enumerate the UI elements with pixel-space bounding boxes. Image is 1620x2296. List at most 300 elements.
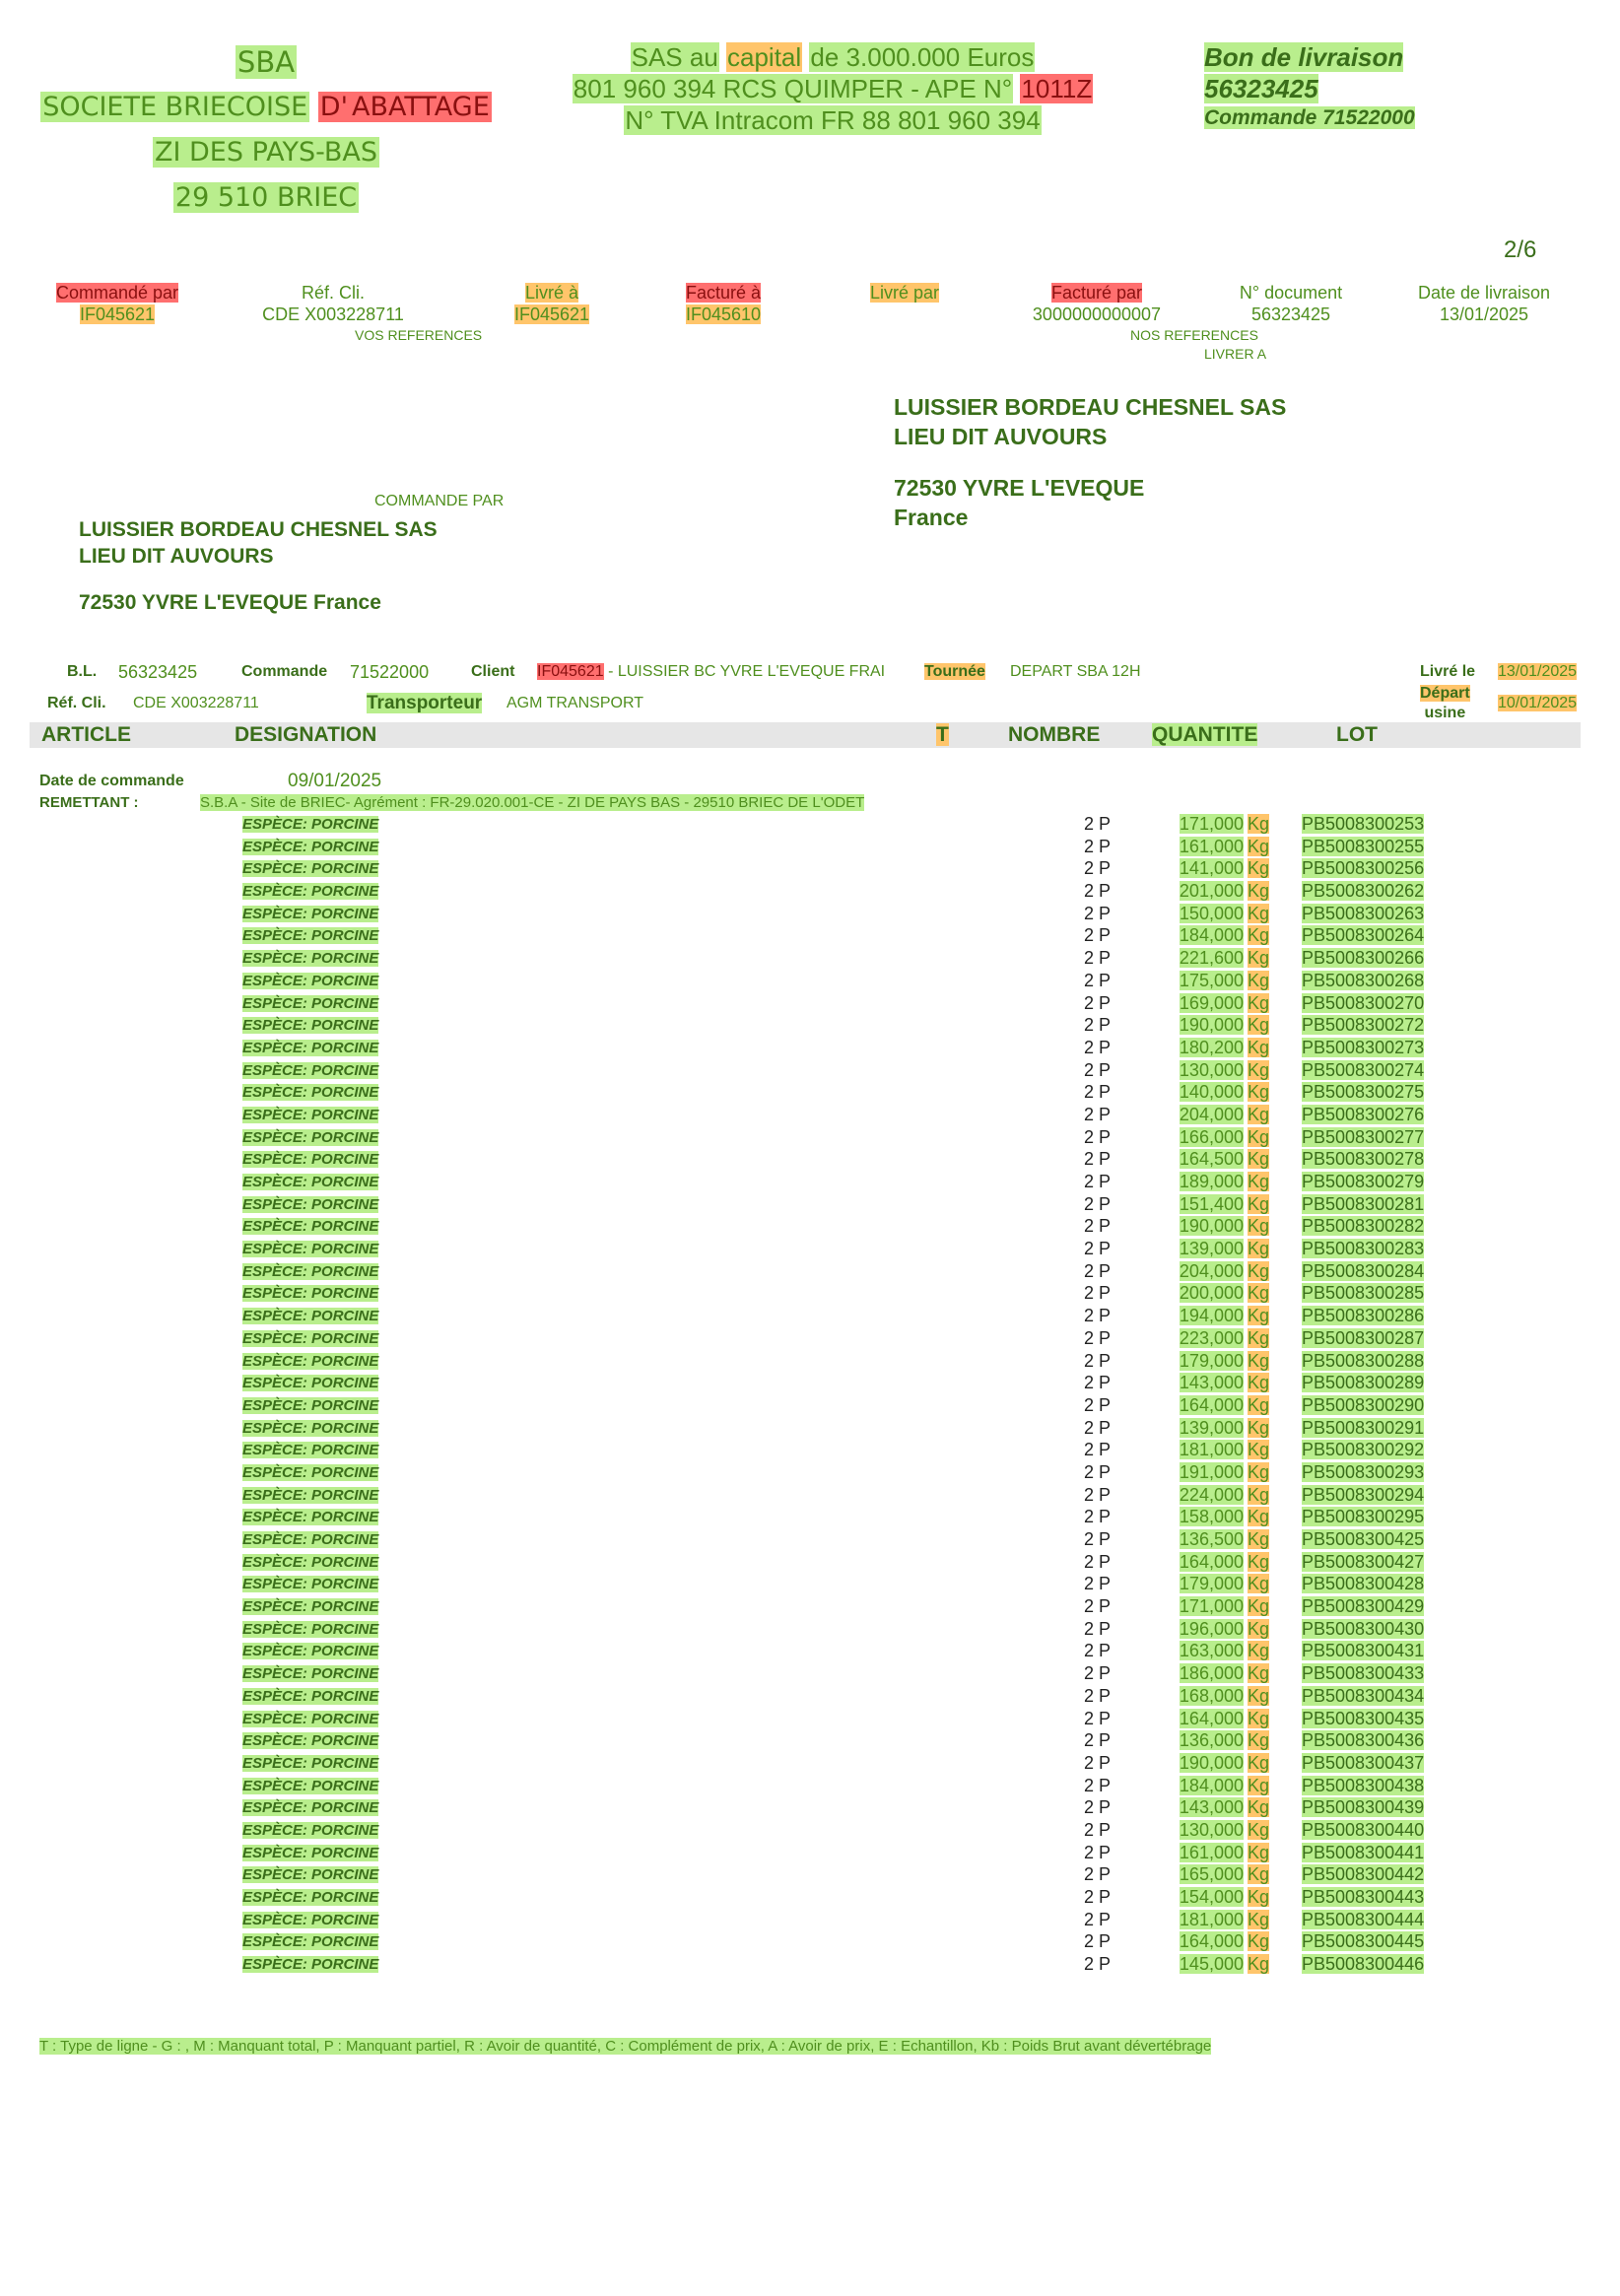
line-unit: Kg	[1248, 1059, 1270, 1080]
line-quantite: 204,000	[1179, 1104, 1244, 1124]
line-designation: ESPÈCE: PORCINE	[242, 1308, 379, 1325]
line-designation: ESPÈCE: PORCINE	[242, 1442, 379, 1459]
line-nombre: 2 P	[1084, 1172, 1112, 1191]
line-designation: ESPÈCE: PORCINE	[242, 1821, 379, 1839]
line-nombre: 2 P	[1084, 1596, 1112, 1617]
line-unit: Kg	[1248, 1574, 1270, 1594]
line-designation: ESPÈCE: PORCINE	[242, 1553, 379, 1571]
summary-bl-value: 56323425	[118, 662, 198, 682]
line-unit: Kg	[1248, 1260, 1270, 1281]
ref-col-date-livraison	[1395, 282, 1573, 325]
vos-references-label: VOS REFERENCES	[355, 327, 483, 343]
table-row	[0, 1820, 1620, 1843]
line-quantite: 181,000	[1179, 1440, 1244, 1460]
line-designation: ESPÈCE: PORCINE	[242, 1754, 379, 1772]
line-designation: ESPÈCE: PORCINE	[242, 1598, 379, 1616]
line-designation: ESPÈCE: PORCINE	[242, 1620, 379, 1638]
line-nombre: 2 P	[1084, 1797, 1112, 1818]
line-quantite: 158,000	[1179, 1507, 1244, 1527]
line-quantite: 164,000	[1179, 1708, 1244, 1728]
ref-col-ref-cli	[235, 282, 432, 325]
summary-tournee: Tournée	[924, 663, 985, 680]
line-unit: Kg	[1248, 1394, 1270, 1415]
line-unit: Kg	[1248, 1596, 1270, 1617]
line-designation: ESPÈCE: PORCINE	[242, 1576, 379, 1593]
order-by-address	[79, 516, 438, 616]
line-unit: Kg	[1248, 1663, 1270, 1684]
line-designation: ESPÈCE: PORCINE	[242, 994, 379, 1012]
line-quantite: 136,500	[1179, 1529, 1244, 1549]
line-nombre: 2 P	[1084, 1775, 1112, 1795]
ref-label: Facturé par	[1050, 283, 1143, 303]
ref-value: 56323425	[1250, 304, 1331, 324]
line-nombre: 2 P	[1084, 1239, 1112, 1259]
line-lot: PB5008300273	[1302, 1037, 1425, 1057]
line-nombre: 2 P	[1084, 1931, 1112, 1952]
line-designation: ESPÈCE: PORCINE	[242, 972, 379, 989]
line-lot: PB5008300276	[1302, 1104, 1425, 1124]
line-quantite: 190,000	[1179, 1216, 1244, 1237]
line-unit: Kg	[1248, 1618, 1270, 1639]
table-row	[0, 1194, 1620, 1217]
table-row	[0, 1686, 1620, 1709]
line-unit: Kg	[1248, 903, 1270, 923]
table-row	[0, 1619, 1620, 1642]
table-row	[0, 948, 1620, 971]
line-unit: Kg	[1248, 1954, 1270, 1975]
line-quantite: 221,600	[1179, 948, 1244, 969]
line-nombre: 2 P	[1084, 1663, 1112, 1684]
line-designation: ESPÈCE: PORCINE	[242, 905, 379, 922]
line-unit: Kg	[1248, 1350, 1270, 1371]
line-designation: ESPÈCE: PORCINE	[242, 1285, 379, 1303]
table-row	[0, 1418, 1620, 1441]
line-unit: Kg	[1248, 925, 1270, 946]
table-row	[0, 1507, 1620, 1529]
table-row	[0, 1864, 1620, 1887]
table-row	[0, 1082, 1620, 1105]
line-designation: ESPÈCE: PORCINE	[242, 1732, 379, 1750]
line-designation: ESPÈCE: PORCINE	[242, 1151, 379, 1169]
table-row	[0, 1216, 1620, 1239]
summary-commande-value: 71522000	[350, 662, 430, 682]
line-lot: PB5008300278	[1302, 1149, 1425, 1170]
table-row	[0, 1060, 1620, 1083]
line-nombre: 2 P	[1084, 1394, 1112, 1415]
line-lot: PB5008300291	[1302, 1417, 1425, 1438]
line-lot: PB5008300429	[1302, 1596, 1425, 1617]
line-quantite: 143,000	[1179, 1373, 1244, 1393]
line-nombre: 2 P	[1084, 1842, 1112, 1862]
line-designation: ESPÈCE: PORCINE	[242, 1777, 379, 1794]
line-lot: PB5008300255	[1302, 836, 1425, 856]
line-lot: PB5008300444	[1302, 1909, 1425, 1929]
table-row	[0, 1887, 1620, 1910]
line-lot: PB5008300293	[1302, 1461, 1425, 1482]
document-title-block	[1204, 41, 1415, 132]
line-lot: PB5008300262	[1302, 881, 1425, 902]
line-quantite: 179,000	[1179, 1350, 1244, 1371]
line-designation: ESPÈCE: PORCINE	[242, 1218, 379, 1236]
ref-label: Réf. Cli.	[301, 283, 365, 303]
line-nombre: 2 P	[1084, 1417, 1112, 1438]
line-unit: Kg	[1248, 1685, 1270, 1706]
line-designation: ESPÈCE: PORCINE	[242, 1262, 379, 1280]
line-lot: PB5008300253	[1302, 814, 1425, 834]
legal-line1-a: SAS au	[631, 42, 718, 72]
table-row	[0, 1954, 1620, 1977]
line-nombre: 2 P	[1084, 1350, 1112, 1371]
line-lot: PB5008300270	[1302, 992, 1425, 1013]
line-quantite: 181,000	[1179, 1909, 1244, 1929]
ref-value: CDE X003228711	[262, 304, 404, 324]
line-quantite: 163,000	[1179, 1641, 1244, 1661]
line-quantite: 139,000	[1179, 1239, 1244, 1259]
line-quantite: 145,000	[1179, 1954, 1244, 1975]
table-row	[0, 1843, 1620, 1865]
line-lot: PB5008300434	[1302, 1685, 1425, 1706]
table-row	[0, 1910, 1620, 1932]
summary-livre-le: Livré le	[1420, 663, 1476, 680]
ref-label: Commandé par	[55, 283, 179, 303]
line-unit: Kg	[1248, 1126, 1270, 1147]
line-quantite: 184,000	[1179, 1775, 1244, 1795]
line-lot: PB5008300438	[1302, 1775, 1425, 1795]
line-nombre: 2 P	[1084, 1618, 1112, 1639]
line-nombre: 2 P	[1084, 1373, 1112, 1393]
company-address2: 29 510 BRIEC	[174, 182, 358, 213]
line-nombre: 2 P	[1084, 814, 1112, 834]
line-quantite: 166,000	[1179, 1126, 1244, 1147]
line-unit: Kg	[1248, 1887, 1270, 1907]
ref-col-facture-par	[1013, 282, 1181, 325]
line-unit: Kg	[1248, 948, 1270, 969]
line-quantite: 150,000	[1179, 903, 1244, 923]
ref-value: IF045621	[513, 304, 590, 324]
line-lot: PB5008300428	[1302, 1574, 1425, 1594]
line-unit: Kg	[1248, 1216, 1270, 1237]
line-lot: PB5008300435	[1302, 1708, 1425, 1728]
line-lot: PB5008300266	[1302, 948, 1425, 969]
table-row	[0, 904, 1620, 926]
line-nombre: 2 P	[1084, 881, 1112, 902]
line-nombre: 2 P	[1084, 836, 1112, 856]
legal-info	[547, 41, 1118, 136]
line-designation: ESPÈCE: PORCINE	[242, 1665, 379, 1683]
col-article: ARTICLE	[41, 723, 131, 746]
line-nombre: 2 P	[1084, 858, 1112, 879]
col-nombre: NOMBRE	[1008, 723, 1101, 746]
line-lot: PB5008300446	[1302, 1954, 1425, 1975]
line-quantite: 169,000	[1179, 992, 1244, 1013]
line-designation: ESPÈCE: PORCINE	[242, 1933, 379, 1951]
line-designation: ESPÈCE: PORCINE	[242, 1174, 379, 1190]
line-designation: ESPÈCE: PORCINE	[242, 1061, 379, 1079]
table-row	[0, 1641, 1620, 1663]
line-unit: Kg	[1248, 858, 1270, 879]
summary-depart-value: 10/01/2025	[1498, 695, 1578, 711]
legal-line2-a: 801 960 394 RCS QUIMPER - APE N°	[573, 74, 1013, 103]
line-unit: Kg	[1248, 1440, 1270, 1460]
document-order-line: Commande 71522000	[1204, 106, 1415, 129]
legal-line2-b: 1011Z	[1021, 74, 1093, 103]
table-row	[0, 814, 1620, 837]
summary-depart: Départ usine	[1420, 685, 1470, 721]
line-lot: PB5008300268	[1302, 970, 1425, 990]
line-lot: PB5008300274	[1302, 1059, 1425, 1080]
ref-col-n-document	[1212, 282, 1370, 325]
line-quantite: 154,000	[1179, 1887, 1244, 1907]
table-row	[0, 1529, 1620, 1552]
line-lot: PB5008300290	[1302, 1394, 1425, 1415]
line-nombre: 2 P	[1084, 1193, 1112, 1214]
line-lot: PB5008300440	[1302, 1819, 1425, 1840]
company-block	[30, 39, 503, 221]
table-row	[0, 1283, 1620, 1306]
line-quantite: 164,000	[1179, 1551, 1244, 1572]
line-unit: Kg	[1248, 1082, 1270, 1103]
line-quantite: 161,000	[1179, 836, 1244, 856]
line-nombre: 2 P	[1084, 1306, 1112, 1326]
line-unit: Kg	[1248, 1239, 1270, 1259]
line-quantite: 204,000	[1179, 1260, 1244, 1281]
line-lot: PB5008300282	[1302, 1216, 1425, 1237]
line-designation: ESPÈCE: PORCINE	[242, 1396, 379, 1414]
line-quantite: 164,000	[1179, 1931, 1244, 1952]
summary-transporteur-value: AGM TRANSPORT	[506, 695, 643, 711]
ref-value: IF045621	[79, 304, 156, 324]
line-nombre: 2 P	[1084, 948, 1112, 969]
line-nombre: 2 P	[1084, 1283, 1112, 1304]
line-designation: ESPÈCE: PORCINE	[242, 1329, 379, 1347]
ship-to-line2: LIEU DIT AUVOURS	[894, 424, 1108, 449]
line-nombre: 2 P	[1084, 1909, 1112, 1929]
line-nombre: 2 P	[1084, 1037, 1112, 1057]
table-row	[0, 1663, 1620, 1686]
line-unit: Kg	[1248, 1864, 1270, 1885]
line-lot: PB5008300285	[1302, 1283, 1425, 1304]
line-quantite: 201,000	[1179, 881, 1244, 902]
nos-references-label: NOS REFERENCES	[1130, 327, 1258, 343]
ref-label: Date de livraison	[1417, 283, 1551, 303]
line-lot: PB5008300425	[1302, 1529, 1425, 1549]
table-row	[0, 1328, 1620, 1351]
line-unit: Kg	[1248, 814, 1270, 834]
ref-label: Facturé à	[685, 283, 762, 303]
line-nombre: 2 P	[1084, 1149, 1112, 1170]
document-title: Bon de livraison	[1204, 42, 1404, 72]
line-designation: ESPÈCE: PORCINE	[242, 1531, 379, 1548]
table-row	[0, 881, 1620, 904]
line-lot: PB5008300264	[1302, 925, 1425, 946]
order-by-line2: LIEU DIT AUVOURS	[79, 545, 274, 568]
line-lot: PB5008300443	[1302, 1887, 1425, 1907]
line-designation: ESPÈCE: PORCINE	[242, 1195, 379, 1213]
line-quantite: 190,000	[1179, 1015, 1244, 1036]
line-lot: PB5008300441	[1302, 1842, 1425, 1862]
line-unit: Kg	[1248, 1819, 1270, 1840]
line-lot: PB5008300445	[1302, 1931, 1425, 1952]
line-quantite: 165,000	[1179, 1864, 1244, 1885]
line-nombre: 2 P	[1084, 1082, 1112, 1103]
line-nombre: 2 P	[1084, 1440, 1112, 1460]
table-row	[0, 1709, 1620, 1731]
line-quantite: 168,000	[1179, 1685, 1244, 1706]
line-designation: ESPÈCE: PORCINE	[242, 1889, 379, 1906]
table-row	[0, 1931, 1620, 1954]
order-by-line1: LUISSIER BORDEAU CHESNEL SAS	[79, 518, 438, 541]
line-nombre: 2 P	[1084, 903, 1112, 923]
ref-label: N° document	[1239, 283, 1343, 303]
order-by-label: COMMANDE PAR	[374, 493, 505, 509]
line-unit: Kg	[1248, 1149, 1270, 1170]
col-lot: LOT	[1336, 723, 1378, 746]
line-nombre: 2 P	[1084, 1507, 1112, 1527]
line-nombre: 2 P	[1084, 1574, 1112, 1594]
line-quantite: 143,000	[1179, 1797, 1244, 1818]
table-row	[0, 1172, 1620, 1194]
line-unit: Kg	[1248, 1842, 1270, 1862]
line-quantite: 164,500	[1179, 1149, 1244, 1170]
line-quantite: 179,000	[1179, 1574, 1244, 1594]
legal-line3: N° TVA Intracom FR 88 801 960 394	[625, 105, 1041, 135]
line-designation: ESPÈCE: PORCINE	[242, 1911, 379, 1928]
summary-commande: Commande	[241, 663, 328, 680]
line-unit: Kg	[1248, 1306, 1270, 1326]
line-items	[0, 814, 1620, 1977]
line-lot: PB5008300289	[1302, 1373, 1425, 1393]
line-designation: ESPÈCE: PORCINE	[242, 1128, 379, 1146]
ship-to-address	[894, 392, 1286, 532]
line-unit: Kg	[1248, 1730, 1270, 1751]
company-short-name: SBA	[236, 45, 296, 79]
line-nombre: 2 P	[1084, 1104, 1112, 1124]
table-row	[0, 858, 1620, 881]
table-row	[0, 971, 1620, 993]
line-nombre: 2 P	[1084, 1954, 1112, 1975]
line-unit: Kg	[1248, 1641, 1270, 1661]
line-designation: ESPÈCE: PORCINE	[242, 838, 379, 855]
table-row	[0, 1552, 1620, 1575]
line-designation: ESPÈCE: PORCINE	[242, 1799, 379, 1817]
line-unit: Kg	[1248, 1373, 1270, 1393]
line-quantite: 139,000	[1179, 1417, 1244, 1438]
col-t: T	[936, 723, 949, 746]
line-quantite: 224,000	[1179, 1484, 1244, 1505]
line-lot: PB5008300430	[1302, 1618, 1425, 1639]
ref-col-livre-a	[483, 282, 621, 325]
ship-to-line1: LUISSIER BORDEAU CHESNEL SAS	[894, 394, 1287, 420]
table-row	[0, 837, 1620, 859]
table-row	[0, 1261, 1620, 1284]
summary-ref-cli-value: CDE X003228711	[133, 695, 259, 711]
line-lot: PB5008300277	[1302, 1126, 1425, 1147]
line-lot: PB5008300263	[1302, 903, 1425, 923]
table-row	[0, 1149, 1620, 1172]
line-lot: PB5008300437	[1302, 1752, 1425, 1773]
line-designation: ESPÈCE: PORCINE	[242, 1084, 379, 1102]
line-quantite: 175,000	[1179, 970, 1244, 990]
line-unit: Kg	[1248, 1327, 1270, 1348]
line-quantite: 189,000	[1179, 1172, 1244, 1191]
line-designation: ESPÈCE: PORCINE	[242, 860, 379, 878]
summary-livre-le-value: 13/01/2025	[1498, 663, 1578, 680]
company-name-part3: ABATTAGE	[352, 92, 490, 122]
line-quantite: 151,400	[1179, 1193, 1244, 1214]
line-designation: ESPÈCE: PORCINE	[242, 1866, 379, 1884]
line-quantite: 130,000	[1179, 1819, 1244, 1840]
line-lot: PB5008300442	[1302, 1864, 1425, 1885]
line-nombre: 2 P	[1084, 1126, 1112, 1147]
line-nombre: 2 P	[1084, 1819, 1112, 1840]
ref-value: 3000000000007	[1032, 304, 1162, 324]
line-nombre: 2 P	[1084, 1864, 1112, 1885]
table-row	[0, 1596, 1620, 1619]
livrer-a-label: LIVRER A	[1204, 346, 1267, 362]
summary-bl: B.L.	[67, 663, 98, 680]
line-unit: Kg	[1248, 1931, 1270, 1952]
line-quantite: 171,000	[1179, 1596, 1244, 1617]
line-nombre: 2 P	[1084, 1708, 1112, 1728]
line-nombre: 2 P	[1084, 1887, 1112, 1907]
page-number: 2/6	[1504, 236, 1537, 263]
line-quantite: 136,000	[1179, 1730, 1244, 1751]
line-quantite: 200,000	[1179, 1283, 1244, 1304]
line-nombre: 2 P	[1084, 1752, 1112, 1773]
line-nombre: 2 P	[1084, 1529, 1112, 1549]
table-row	[0, 1753, 1620, 1776]
line-unit: Kg	[1248, 1551, 1270, 1572]
line-quantite: 184,000	[1179, 925, 1244, 946]
line-lot: PB5008300275	[1302, 1082, 1425, 1103]
line-designation: ESPÈCE: PORCINE	[242, 1463, 379, 1481]
line-designation: ESPÈCE: PORCINE	[242, 1017, 379, 1035]
line-lot: PB5008300281	[1302, 1193, 1425, 1214]
summary-client-value: IF045621 - LUISSIER BC YVRE L'EVEQUE FRAI	[537, 663, 886, 680]
line-designation: ESPÈCE: PORCINE	[242, 927, 379, 945]
line-designation: ESPÈCE: PORCINE	[242, 1687, 379, 1705]
ref-col-livre-par	[845, 282, 964, 304]
line-quantite: 186,000	[1179, 1663, 1244, 1684]
line-quantite: 194,000	[1179, 1306, 1244, 1326]
table-row	[0, 1485, 1620, 1508]
line-unit: Kg	[1248, 1283, 1270, 1304]
line-unit: Kg	[1248, 1507, 1270, 1527]
line-nombre: 2 P	[1084, 1216, 1112, 1237]
table-row	[0, 1797, 1620, 1820]
line-unit: Kg	[1248, 881, 1270, 902]
line-designation: ESPÈCE: PORCINE	[242, 1956, 379, 1974]
ship-to-line3: 72530 YVRE L'EVEQUE	[894, 475, 1145, 501]
table-row	[0, 1462, 1620, 1485]
ref-label: Livré par	[869, 283, 940, 303]
line-unit: Kg	[1248, 1193, 1270, 1214]
legal-line1-b: capital	[727, 42, 802, 72]
remettant-value: S.B.A - Site de BRIEC- Agrément : FR-29.020.001-CE - ZI DE PAYS BAS - 29510 BRIEC DE L'ODET	[200, 794, 865, 811]
line-quantite: 161,000	[1179, 1842, 1244, 1862]
line-nombre: 2 P	[1084, 1461, 1112, 1482]
company-address1: ZI DES PAYS-BAS	[154, 137, 378, 168]
col-quantite: QUANTITE	[1152, 723, 1258, 746]
table-row	[0, 1440, 1620, 1462]
line-quantite: 191,000	[1179, 1461, 1244, 1482]
line-lot: PB5008300436	[1302, 1730, 1425, 1751]
line-designation: ESPÈCE: PORCINE	[242, 1375, 379, 1392]
ref-col-facture-a	[654, 282, 792, 325]
ref-value: 13/01/2025	[1439, 304, 1529, 324]
line-quantite: 180,200	[1179, 1037, 1244, 1057]
table-row	[0, 925, 1620, 948]
